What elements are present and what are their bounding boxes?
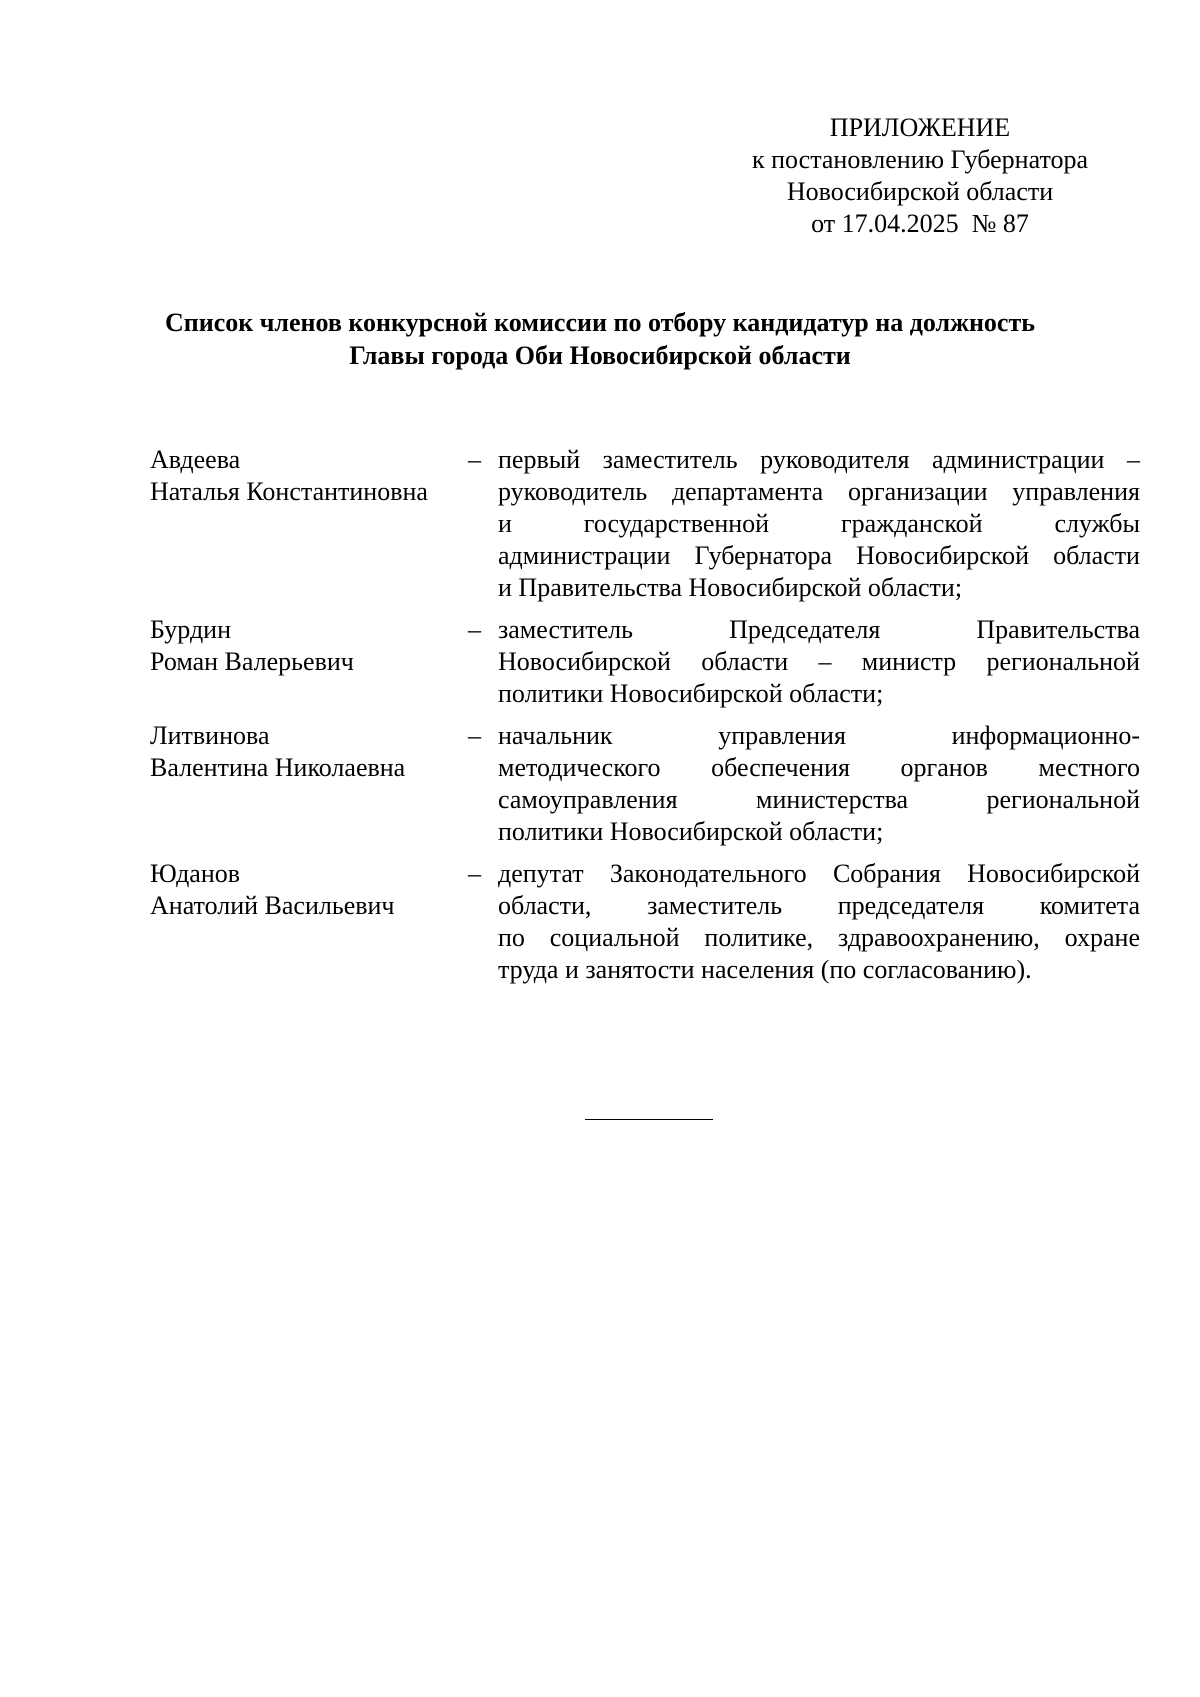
role-word: Законодательного bbox=[609, 859, 807, 888]
member-given-name: Анатолий Васильевич bbox=[150, 891, 395, 920]
role-word: – bbox=[1126, 445, 1140, 474]
role-word: информационно- bbox=[951, 721, 1140, 750]
role-word: органов bbox=[900, 753, 988, 782]
member-name bbox=[150, 444, 468, 604]
role-word: администрации bbox=[931, 445, 1105, 474]
role-word: методического bbox=[498, 753, 661, 782]
member-entry bbox=[150, 858, 1140, 986]
document-title bbox=[100, 306, 1100, 372]
title-line-2: Главы города Оби Новосибирской области bbox=[349, 341, 851, 370]
title-line-1: Список членов конкурсной комиссии по отбору кандидатур на должность bbox=[164, 308, 1035, 337]
member-surname: Юданов bbox=[150, 859, 241, 888]
role-word: Новосибирской bbox=[498, 647, 671, 676]
member-dash: – bbox=[468, 615, 481, 644]
role-word: первый bbox=[498, 445, 581, 474]
appendix-reference: к постановлению Губернатора bbox=[751, 145, 1089, 174]
role-word: администрации bbox=[498, 541, 671, 570]
member-role-line bbox=[498, 922, 1140, 954]
member-dash: – bbox=[468, 721, 481, 750]
role-word: председателя bbox=[837, 891, 985, 920]
role-word: Новосибирской bbox=[856, 541, 1029, 570]
role-word: Губернатора bbox=[694, 541, 833, 570]
role-word: социальной bbox=[549, 923, 680, 952]
member-surname: Литвинова bbox=[150, 721, 270, 750]
role-word: Правительства bbox=[976, 615, 1140, 644]
member-role-line: и Правительства Новосибирской области; bbox=[498, 573, 963, 602]
role-word: государственной bbox=[583, 509, 770, 538]
member-role-line bbox=[498, 858, 1140, 890]
member-role-line bbox=[498, 540, 1140, 572]
member-dash: – bbox=[468, 859, 481, 888]
member-role-line bbox=[498, 752, 1140, 784]
member-role-line: труда и занятости населения (по согласованию). bbox=[498, 955, 1032, 984]
role-word: области bbox=[701, 647, 789, 676]
role-word: министр bbox=[861, 647, 957, 676]
end-divider bbox=[585, 1119, 713, 1120]
member-role bbox=[498, 614, 1140, 710]
member-entry bbox=[150, 720, 1140, 848]
member-given-name: Наталья Константиновна bbox=[150, 477, 428, 506]
role-word: заместитель bbox=[498, 615, 634, 644]
role-word: службы bbox=[1054, 509, 1140, 538]
role-word: политике, bbox=[704, 923, 814, 952]
member-role-line bbox=[498, 444, 1140, 476]
role-word: местного bbox=[1038, 753, 1140, 782]
member-given-name: Роман Валерьевич bbox=[150, 647, 354, 676]
role-word: Собрания bbox=[832, 859, 941, 888]
members-list bbox=[150, 444, 1140, 996]
role-word: Председателя bbox=[729, 615, 881, 644]
role-word: охране bbox=[1064, 923, 1140, 952]
role-word: – bbox=[818, 647, 832, 676]
role-word: по bbox=[498, 923, 525, 952]
member-role-line bbox=[498, 784, 1140, 816]
appendix-date-number: от 17.04.2025 № 87 bbox=[811, 209, 1029, 238]
role-word: Новосибирской bbox=[967, 859, 1140, 888]
role-word: области bbox=[1053, 541, 1140, 570]
appendix-region: Новосибирской области bbox=[786, 177, 1054, 206]
role-word: управления bbox=[1012, 477, 1140, 506]
role-word: региональной bbox=[986, 785, 1140, 814]
role-word: заместитель bbox=[602, 445, 738, 474]
role-word: региональной bbox=[986, 647, 1140, 676]
member-role-line bbox=[498, 890, 1140, 922]
role-word: начальник bbox=[498, 721, 613, 750]
role-word: руководитель bbox=[498, 477, 648, 506]
member-role-line: политики Новосибирской области; bbox=[498, 817, 884, 846]
role-word: организации bbox=[847, 477, 988, 506]
role-word: руководителя bbox=[760, 445, 910, 474]
role-word: и bbox=[498, 509, 512, 538]
member-role bbox=[498, 858, 1140, 986]
member-name bbox=[150, 614, 468, 710]
role-word: управления bbox=[718, 721, 846, 750]
member-role-line bbox=[498, 646, 1140, 678]
role-word: области, bbox=[498, 891, 592, 920]
member-role bbox=[498, 720, 1140, 848]
member-role-line bbox=[498, 614, 1140, 646]
member-entry bbox=[150, 444, 1140, 604]
member-role-line bbox=[498, 720, 1140, 752]
member-role-line bbox=[498, 476, 1140, 508]
role-word: самоуправления bbox=[498, 785, 678, 814]
role-word: комитета bbox=[1039, 891, 1140, 920]
member-entry bbox=[150, 614, 1140, 710]
member-name bbox=[150, 858, 468, 986]
member-role-line bbox=[498, 508, 1140, 540]
role-word: депутат bbox=[498, 859, 584, 888]
member-dash: – bbox=[468, 445, 481, 474]
role-word: обеспечения bbox=[711, 753, 850, 782]
role-word: здравоохранению, bbox=[838, 923, 1040, 952]
role-word: гражданской bbox=[840, 509, 983, 538]
member-given-name: Валентина Николаевна bbox=[150, 753, 406, 782]
appendix-label: ПРИЛОЖЕНИЕ bbox=[829, 113, 1011, 142]
member-role-line: политики Новосибирской области; bbox=[498, 679, 884, 708]
member-role bbox=[498, 444, 1140, 604]
member-surname: Авдеева bbox=[150, 445, 241, 474]
appendix-header bbox=[700, 112, 1140, 240]
member-name bbox=[150, 720, 468, 848]
role-word: министерства bbox=[756, 785, 909, 814]
role-word: заместитель bbox=[647, 891, 783, 920]
member-surname: Бурдин bbox=[150, 615, 231, 644]
role-word: департамента bbox=[671, 477, 824, 506]
